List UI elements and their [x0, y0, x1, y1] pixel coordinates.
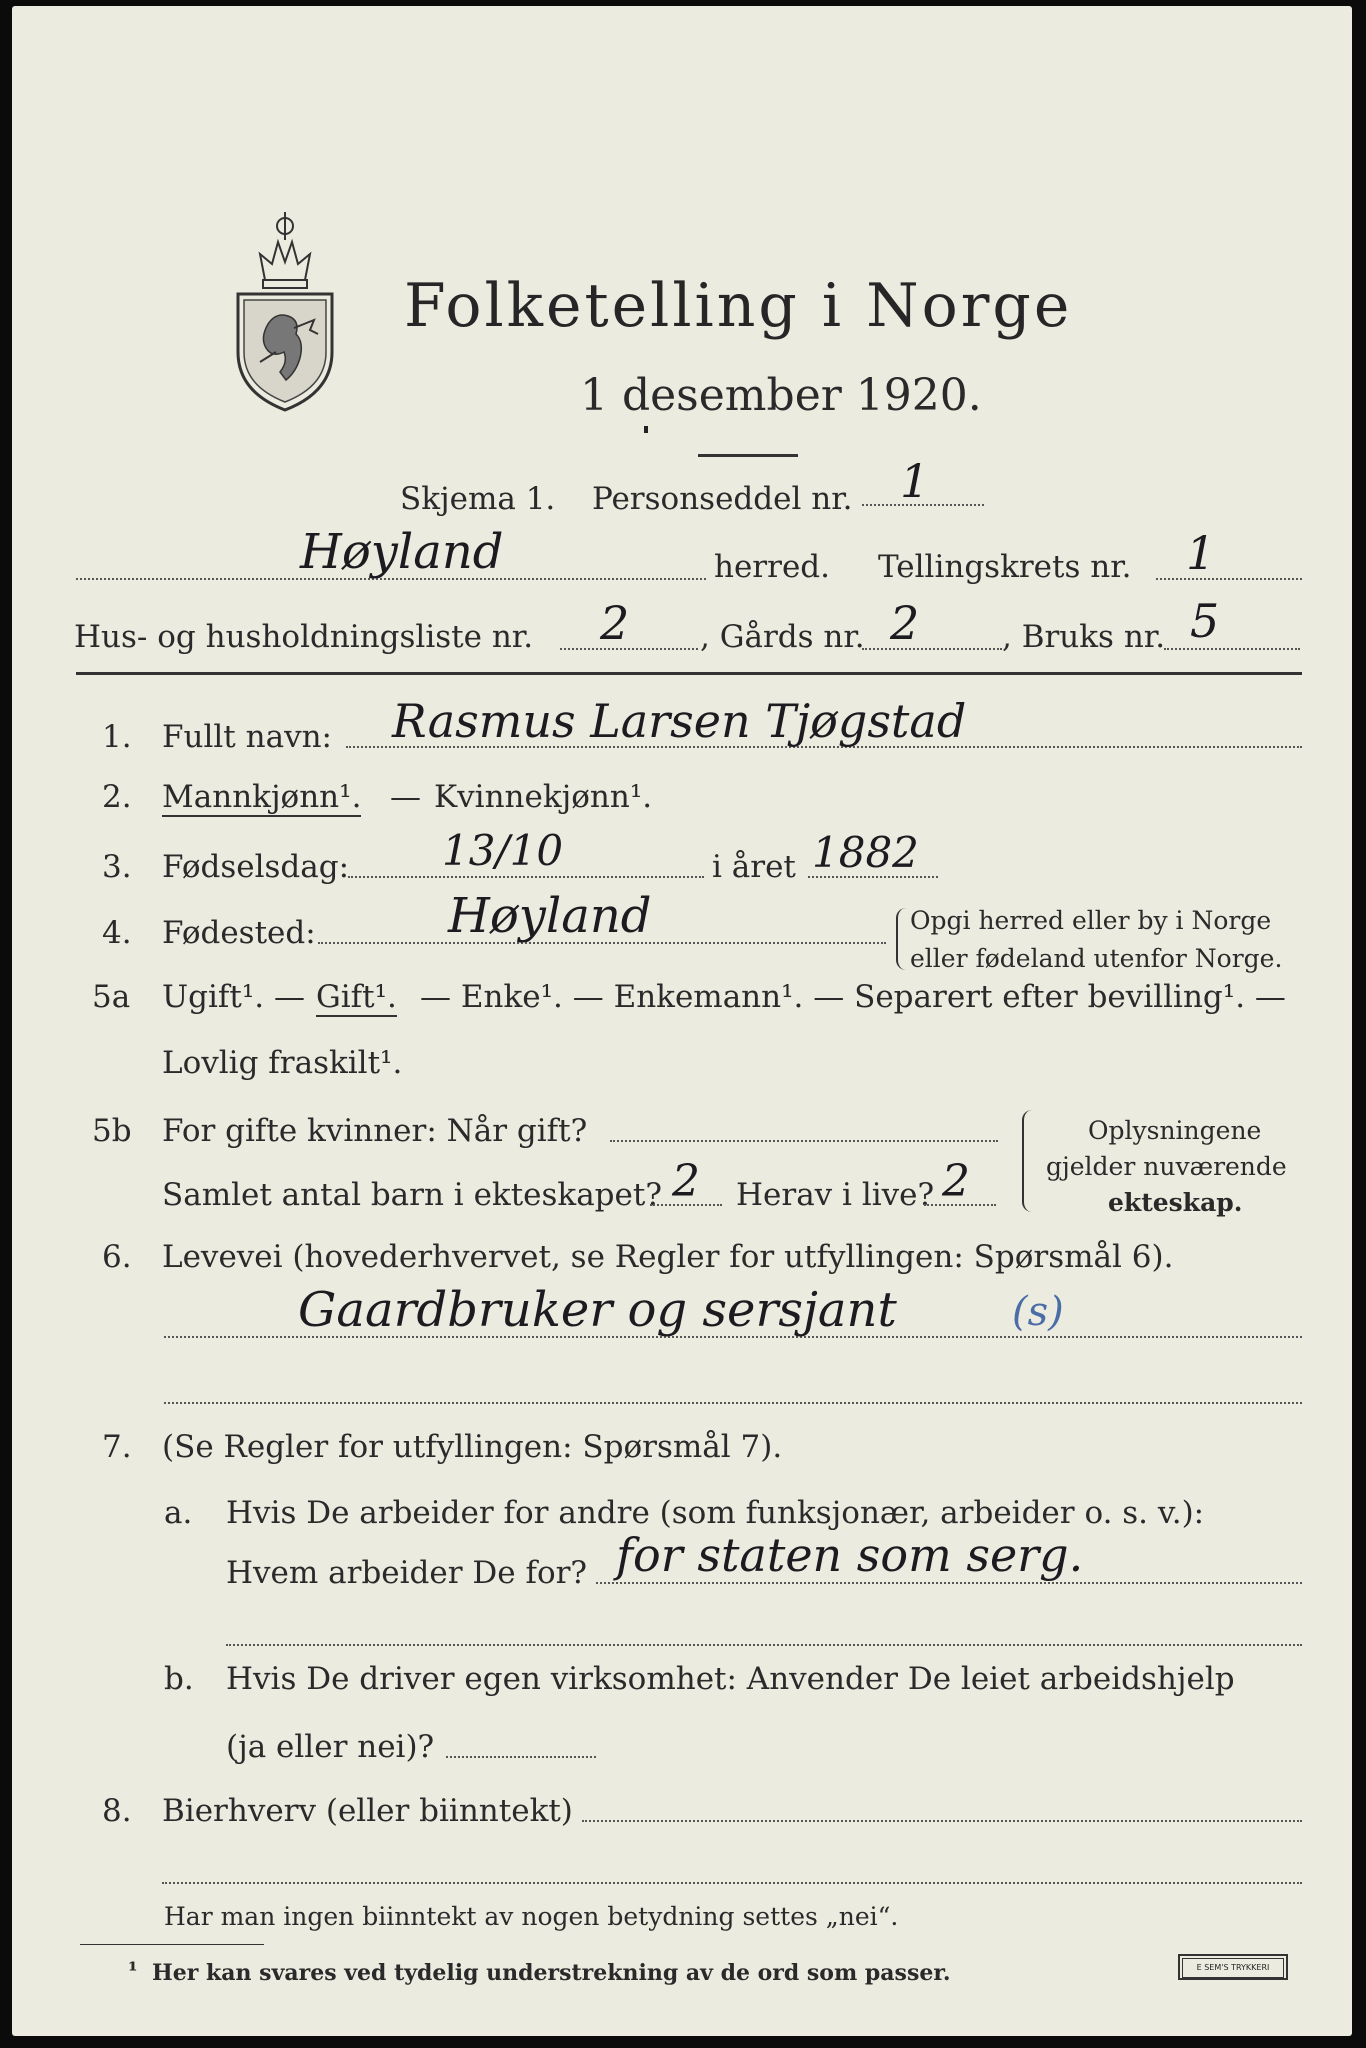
q8-line — [582, 1820, 1302, 1822]
title-rule — [698, 454, 798, 457]
q3-number: 3. — [102, 849, 132, 885]
q5a-rest: — Enke¹. — Enkemann¹. — Separert efter bevilling¹. — — [420, 979, 1286, 1015]
herred-value: Høyland — [300, 524, 504, 580]
tellingskrets-value: 1 — [1186, 526, 1216, 580]
q5b-label-married: For gifte kvinner: Når gift? — [162, 1113, 588, 1149]
herred-label: herred. — [714, 549, 830, 585]
census-form — [12, 6, 1352, 2036]
ink-dot — [644, 426, 648, 433]
q6-occupation-code: (s) — [1012, 1289, 1064, 1335]
hus-line — [560, 648, 698, 650]
q4-brace — [896, 908, 906, 970]
schema-label: Skjema 1. — [400, 481, 556, 517]
q5a-number: 5a — [92, 979, 131, 1015]
footnote-text: Her kan svares ved tydelig understrekning av de ord som passer. — [152, 1960, 951, 1986]
q3-year: 1882 — [812, 828, 919, 877]
q4-birthplace: Høyland — [448, 888, 652, 944]
footnote-mark: ¹ — [128, 1958, 138, 1984]
printer-stamp-text: E SEM'S TRYKKERI — [1182, 1958, 1284, 1978]
q4-number: 4. — [102, 915, 132, 951]
q5b-alive-label: Herav i live? — [736, 1177, 935, 1213]
census-date: 1 desember 1920. — [580, 370, 982, 421]
q6-number: 6. — [102, 1239, 132, 1275]
q5b-brace — [1022, 1110, 1034, 1212]
q5a-gift: Gift¹. — [316, 979, 397, 1015]
tellingskrets-label: Tellingskrets nr. — [878, 549, 1132, 585]
personseddel-value: 1 — [900, 454, 930, 508]
q3-label: Fødselsdag: — [162, 849, 350, 885]
q7b-letter: b. — [164, 1661, 194, 1697]
q8-line-2 — [162, 1882, 1302, 1884]
q5b-note-1: Oplysningene — [1088, 1116, 1262, 1145]
coat-of-arms-icon — [230, 202, 340, 414]
tellingskrets-line — [1156, 578, 1302, 580]
q4-note-2: eller fødeland utenfor Norge. — [910, 944, 1283, 973]
q2-female: Kvinnekjønn¹. — [434, 779, 653, 815]
q6-occupation: Gaardbruker og sersjant — [298, 1282, 897, 1338]
q3-year-label: i året — [712, 849, 796, 885]
gards-value: 2 — [890, 596, 920, 650]
q5b-married-line — [610, 1140, 998, 1142]
q5b-children-value: 2 — [672, 1156, 700, 1207]
q2-separator: — — [390, 779, 421, 815]
q5b-note-3: ekteskap. — [1108, 1188, 1243, 1217]
q4-label: Fødested: — [162, 915, 316, 951]
q7a-employer: for staten som serg. — [616, 1528, 1084, 1582]
q7a-letter: a. — [164, 1495, 193, 1531]
form-title: Folketelling i Norge — [404, 271, 1073, 341]
q8-label: Bierhverv (eller biinntekt) — [162, 1793, 573, 1829]
q5b-number: 5b — [92, 1113, 132, 1149]
q7a-text: Hvis De arbeider for andre (som funksjonær, arbeider o. s. v.): — [226, 1495, 1205, 1531]
bruks-label: , Bruks nr. — [1002, 619, 1166, 655]
q7b-question: (ja eller nei)? — [226, 1729, 435, 1765]
q2-male: Mannkjønn¹. — [162, 779, 362, 815]
q7a-line — [596, 1582, 1302, 1584]
q7b-line — [446, 1756, 596, 1758]
gards-line — [862, 648, 1002, 650]
gards-label: , Gårds nr. — [700, 619, 865, 655]
q2-number: 2. — [102, 779, 132, 815]
q3-birthday: 13/10 — [442, 826, 564, 875]
q7-label: (Se Regler for utfyllingen: Spørsmål 7). — [162, 1429, 783, 1465]
nei-note: Har man ingen biinntekt av nogen betydning settes „nei“. — [164, 1902, 899, 1931]
q5b-note-2: gjelder nuværende — [1046, 1152, 1287, 1181]
q7a-line-2 — [226, 1644, 1302, 1646]
q1-number: 1. — [102, 719, 132, 755]
footnote-rule — [80, 1944, 264, 1945]
hus-label: Hus- og husholdningsliste nr. — [74, 619, 534, 655]
q1-full-name: Rasmus Larsen Tjøgstad — [392, 694, 967, 748]
q5b-label-children: Samlet antal barn i ekteskapet? — [162, 1177, 662, 1213]
q5b-alive-value: 2 — [942, 1156, 970, 1207]
q7b-text: Hvis De driver egen virksomhet: Anvender De leiet arbeidshjelp — [226, 1661, 1235, 1697]
q3-line — [348, 876, 704, 878]
q6-line-2 — [164, 1402, 1302, 1404]
q5a-line2: Lovlig fraskilt¹. — [162, 1045, 403, 1081]
bruks-value: 5 — [1190, 594, 1220, 648]
bruks-line — [1164, 648, 1300, 650]
personseddel-label: Personseddel nr. — [592, 481, 853, 517]
header-separator — [76, 672, 1302, 675]
q5a-ugift: Ugift¹. — — [162, 979, 305, 1015]
q8-number: 8. — [102, 1793, 132, 1829]
q6-label: Levevei (hovederhvervet, se Regler for utfyllingen: Spørsmål 6). — [162, 1239, 1174, 1275]
q7a-question: Hvem arbeider De for? — [226, 1555, 588, 1591]
q4-note-1: Opgi herred eller by i Norge — [910, 906, 1272, 935]
q1-label: Fullt navn: — [162, 719, 332, 755]
printer-stamp — [1178, 1954, 1288, 1980]
hus-value: 2 — [600, 596, 630, 650]
q7-number: 7. — [102, 1429, 132, 1465]
